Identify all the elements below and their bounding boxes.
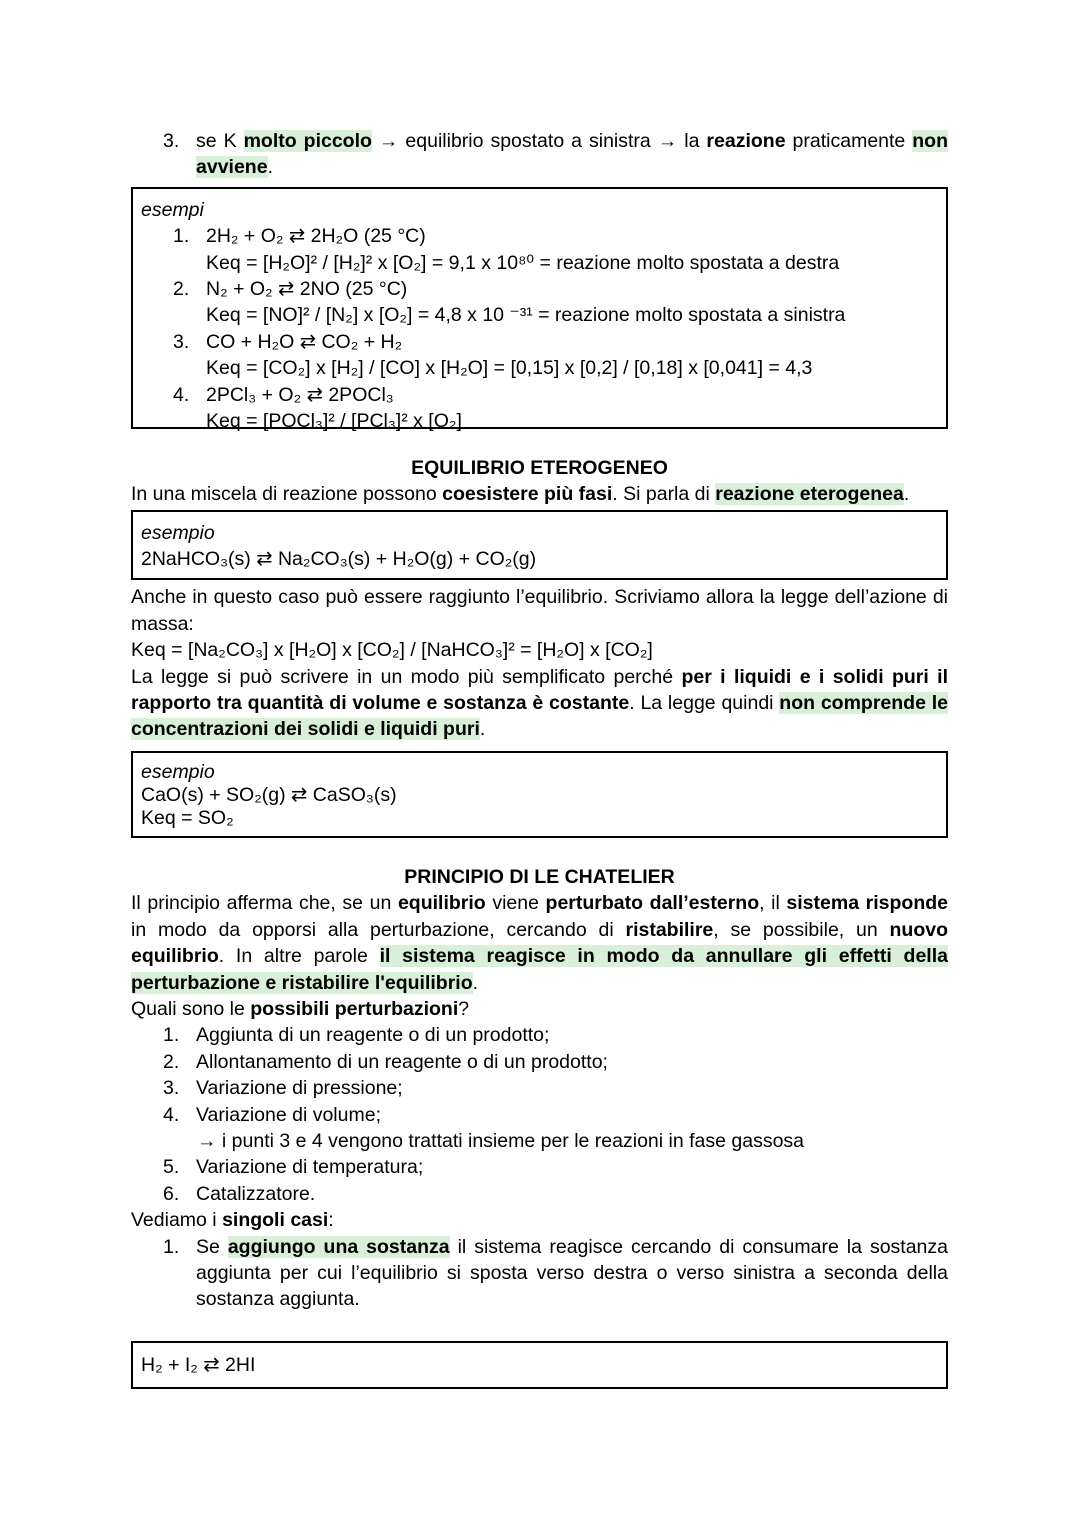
paragraph: Anche in questo caso può essere raggiunto l’equilibrio. Scriviamo allora la legge dell’azione di massa:: [131, 586, 948, 635]
note: → i punti 3 e 4 vengono trattati insieme per le reazioni in fase gassosa: [197, 1129, 805, 1152]
box-label: esempio: [141, 760, 215, 783]
example-item: 4. 2PCl₃ + O₂ ⇄ 2POCl₃ Keq = [POCl₃]² / [PCl₃]² x [O₂]: [173, 383, 462, 433]
list-item: 6. Catalizzatore.: [163, 1182, 316, 1205]
example-item: 1. 2H₂ + O₂ ⇄ 2H₂O (25 °C) Keq = [H₂O]² / [H₂]² x [O₂] = 9,1 x 10⁸⁰ = reazione molto spostata a destra: [173, 225, 840, 274]
example-box: [131, 510, 948, 581]
list-item: 2. Allontanamento di un reagente o di un prodotto;: [163, 1050, 608, 1073]
document-page: [131, 128, 948, 1393]
equation-line: Keq = [Na₂CO₃] x [H₂O] x [CO₂] / [NaHCO₃]² = [H₂O] x [CO₂]: [131, 639, 653, 662]
paragraph: Il principio afferma che, se un equilibrio viene perturbato dall’esterno, il sistema risponde in modo da opporsi alla perturbazione, cercando di ristabilire, se possibile, un nuovo equilibrio. In altre parole il sistema reagisce in modo da annullare gli effetti della perturbazione e ristabilire l'equilibrio.: [131, 892, 949, 994]
section-title: PRINCIPIO DI LE CHATELIER: [404, 865, 675, 888]
box-label: esempi: [141, 198, 204, 221]
paragraph: La legge si può scrivere in un modo più semplificato perché per i liquidi e i solidi puri il rapporto tra quantità di volume e sostanza è costante. La legge quindi non comprende le concentrazioni dei solidi e liquidi puri.: [131, 665, 948, 741]
paragraph: Vediamo i singoli casi:: [131, 1209, 334, 1232]
perturbations-list-continued: [131, 1154, 948, 1207]
example-item: 3. CO + H₂O ⇄ CO₂ + H₂ Keq = [CO₂] x [H₂] / [CO] x [H₂O] = [0,15] x [0,2] / [0,18] x [0,041] = 4,3: [173, 330, 813, 380]
equation: CaO(s) + SO₂(g) ⇄ CaSO₃(s): [141, 783, 397, 806]
box-label: esempio: [141, 521, 215, 544]
list-item: 4. Variazione di volume;: [163, 1103, 381, 1126]
examples-box: [131, 187, 948, 433]
perturbations-list: [131, 1022, 948, 1128]
example-item: 2. N₂ + O₂ ⇄ 2NO (25 °C) Keq = [NO]² / [N₂] x [O₂] = 4,8 x 10 ⁻³¹ = reazione molto spostata a sinistra: [173, 278, 846, 327]
section-title: EQUILIBRIO ETEROGENEO: [411, 456, 668, 479]
list-item: 1. Se aggiungo una sostanza il sistema reagisce cercando di consumare la sostanza aggiunta per cui l’equilibrio si sposta verso destra o verso sinistra a seconda della sostanza aggiunta.: [163, 1235, 948, 1311]
equation: 2NaHCO₃(s) ⇄ Na₂CO₃(s) + H₂O(g) + CO₂(g): [141, 548, 537, 571]
examples-list: [141, 223, 938, 434]
equation: Keq = SO₂: [141, 806, 234, 829]
example-box: [131, 751, 948, 838]
equation: H₂ + I₂ ⇄ 2HI: [141, 1353, 256, 1376]
list-item: 3. se K molto piccolo → equilibrio spostato a sinistra → la reazione praticamente non avviene.: [163, 130, 948, 179]
example-box: [131, 1341, 948, 1389]
list-item: 1. Aggiunta di un reagente o di un prodotto;: [163, 1024, 550, 1047]
list-item: 5. Variazione di temperatura;: [163, 1156, 424, 1179]
list-item: 3. Variazione di pressione;: [163, 1077, 403, 1100]
cases-list: [131, 1234, 948, 1313]
paragraph: In una miscela di reazione possono coesistere più fasi. Si parla di reazione eterogenea.: [131, 483, 910, 506]
list-number: 3.: [163, 130, 180, 152]
condition-list: [131, 128, 948, 181]
paragraph: Quali sono le possibili perturbazioni?: [131, 997, 470, 1020]
